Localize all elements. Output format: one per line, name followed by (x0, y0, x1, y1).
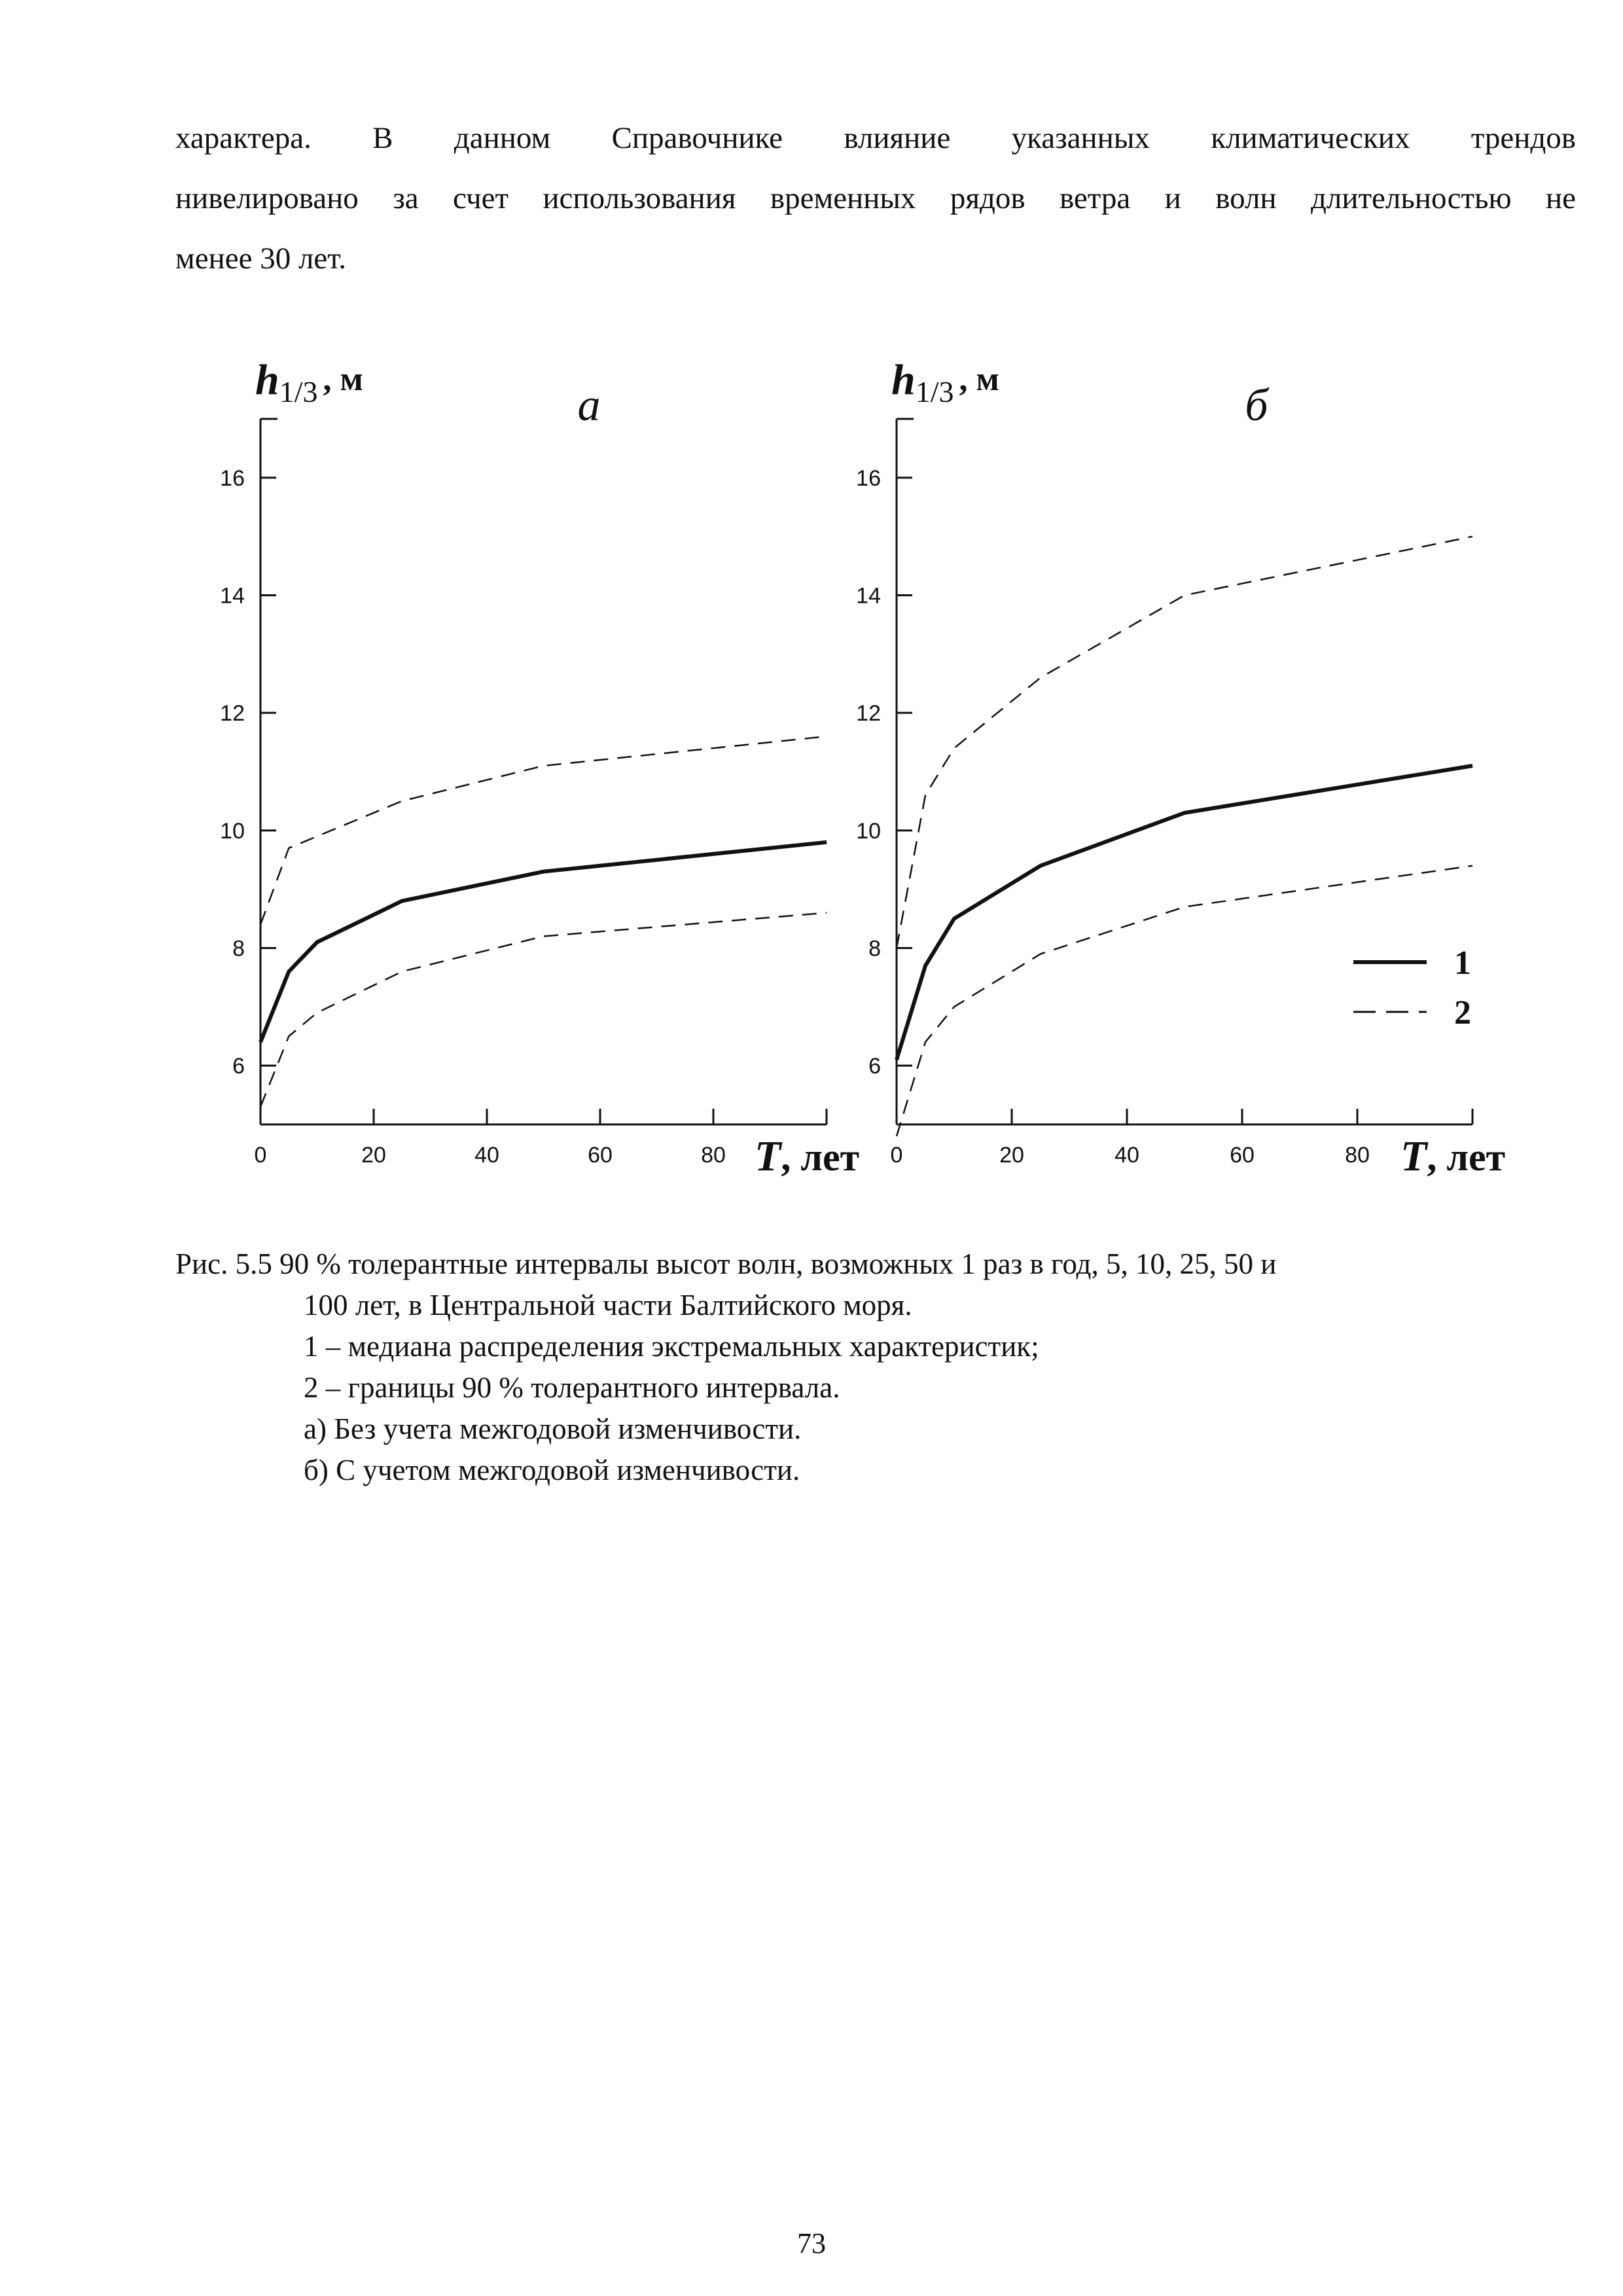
caption-line-5: а) Без учета межгодовой изменчивости. (304, 1412, 802, 1445)
x-tick-label: 0 (254, 1143, 267, 1168)
x-tick-label: 60 (588, 1143, 613, 1168)
paragraph-line-1: характера. В данном Справочнике влияние указанных климатических трендов (175, 121, 1576, 155)
figure-caption (175, 1244, 1602, 1491)
y-tick-label: 8 (868, 936, 881, 961)
x-tick-label: 20 (361, 1143, 386, 1168)
y-tick-label: 16 (856, 465, 881, 491)
y-tick-label: 6 (868, 1054, 881, 1079)
panel-label: б (1245, 380, 1268, 431)
chart-panel-a (220, 356, 859, 1180)
x-tick-label: 40 (474, 1143, 499, 1168)
caption-line-1: Рис. 5.5 90 % толерантные интервалы высот волн, возможных 1 раз в год, 5, 10, 25, 50 и (175, 1247, 1277, 1280)
legend (1353, 944, 1471, 1031)
series-solid-line-0 (897, 766, 1472, 1060)
x-axis-title: T, лет (755, 1132, 860, 1180)
x-tick-label: 0 (890, 1143, 903, 1168)
series-solid-line-0 (260, 842, 827, 1042)
paragraph-line-3: менее 30 лет. (175, 242, 347, 276)
series-dashed-line-2 (260, 913, 827, 1107)
y-tick-label: 14 (220, 583, 245, 609)
y-tick-label: 10 (220, 818, 245, 844)
y-tick-label: 6 (232, 1054, 245, 1079)
y-tick-label: 10 (856, 818, 881, 844)
x-tick-label: 60 (1230, 1143, 1255, 1168)
x-tick-label: 40 (1115, 1143, 1139, 1168)
y-tick-label: 8 (232, 936, 245, 961)
caption-line-3: 1 – медиана распределения экстремальных характеристик; (304, 1330, 1039, 1363)
x-tick-label: 20 (999, 1143, 1024, 1168)
panel-label: а (577, 380, 601, 431)
legend-label-2: 2 (1454, 994, 1471, 1031)
y-tick-label: 12 (220, 701, 245, 726)
series-dashed-line-2 (897, 866, 1472, 1136)
series-dashed-line-1 (260, 736, 827, 925)
y-tick-label: 14 (856, 583, 881, 609)
y-tick-label: 16 (220, 465, 245, 491)
chart-panel-b (856, 356, 1505, 1180)
y-tick-label: 12 (856, 701, 881, 726)
legend-label-1: 1 (1454, 944, 1471, 982)
x-tick-label: 80 (701, 1143, 726, 1168)
y-axis-title: h1/3 , м (255, 356, 363, 408)
y-axis-title: h1/3 , м (891, 356, 999, 408)
page-number: 73 (797, 2227, 826, 2259)
caption-line-2: 100 лет, в Центральной части Балтийского моря. (304, 1289, 912, 1321)
caption-line-6: б) С учетом межгодовой изменчивости. (304, 1454, 800, 1486)
series-dashed-line-1 (897, 537, 1472, 948)
caption-line-4: 2 – границы 90 % толерантного интервала. (304, 1371, 840, 1404)
paragraph-line-2: нивелировано за счет использования временных рядов ветра и волн длительностью не (175, 181, 1576, 215)
x-tick-label: 80 (1345, 1143, 1370, 1168)
x-axis-title: T, лет (1400, 1132, 1506, 1180)
